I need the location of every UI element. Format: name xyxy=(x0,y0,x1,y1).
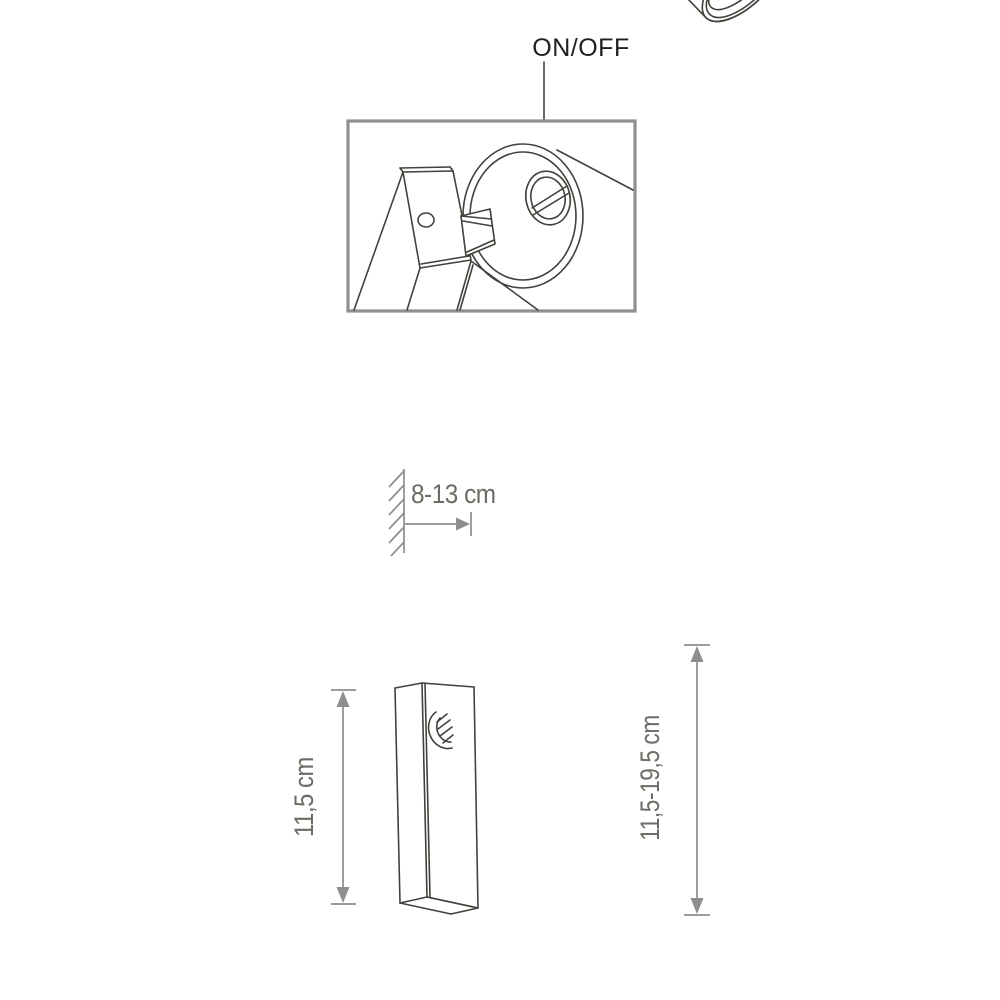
overall-height-label: 11,5-19,5 cm xyxy=(635,715,666,841)
wall-distance-indicator xyxy=(389,469,496,556)
wall-bracket xyxy=(395,683,478,914)
down-arrowhead xyxy=(691,898,704,914)
on-off-label: ON/OFF xyxy=(532,34,630,62)
up-arrowhead xyxy=(337,691,350,707)
wall-hatch-symbol xyxy=(389,469,404,556)
distance-arrow xyxy=(405,512,471,536)
bracket-bottom-face xyxy=(400,897,478,914)
arm-height-label: 11,5 cm xyxy=(289,757,320,837)
switch-detail-inset xyxy=(348,121,635,311)
wall-distance-label: 8-13 cm xyxy=(411,479,496,510)
up-arrowhead xyxy=(691,646,704,662)
overall-height-dimension xyxy=(635,645,710,915)
arm-height-dimension xyxy=(290,690,356,904)
pivot-hinge xyxy=(429,712,453,748)
spot-head-cylinder xyxy=(575,0,798,35)
cylinder-silhouette xyxy=(575,0,798,35)
down-arrowhead xyxy=(337,887,350,903)
distance-arrowhead xyxy=(456,518,470,531)
